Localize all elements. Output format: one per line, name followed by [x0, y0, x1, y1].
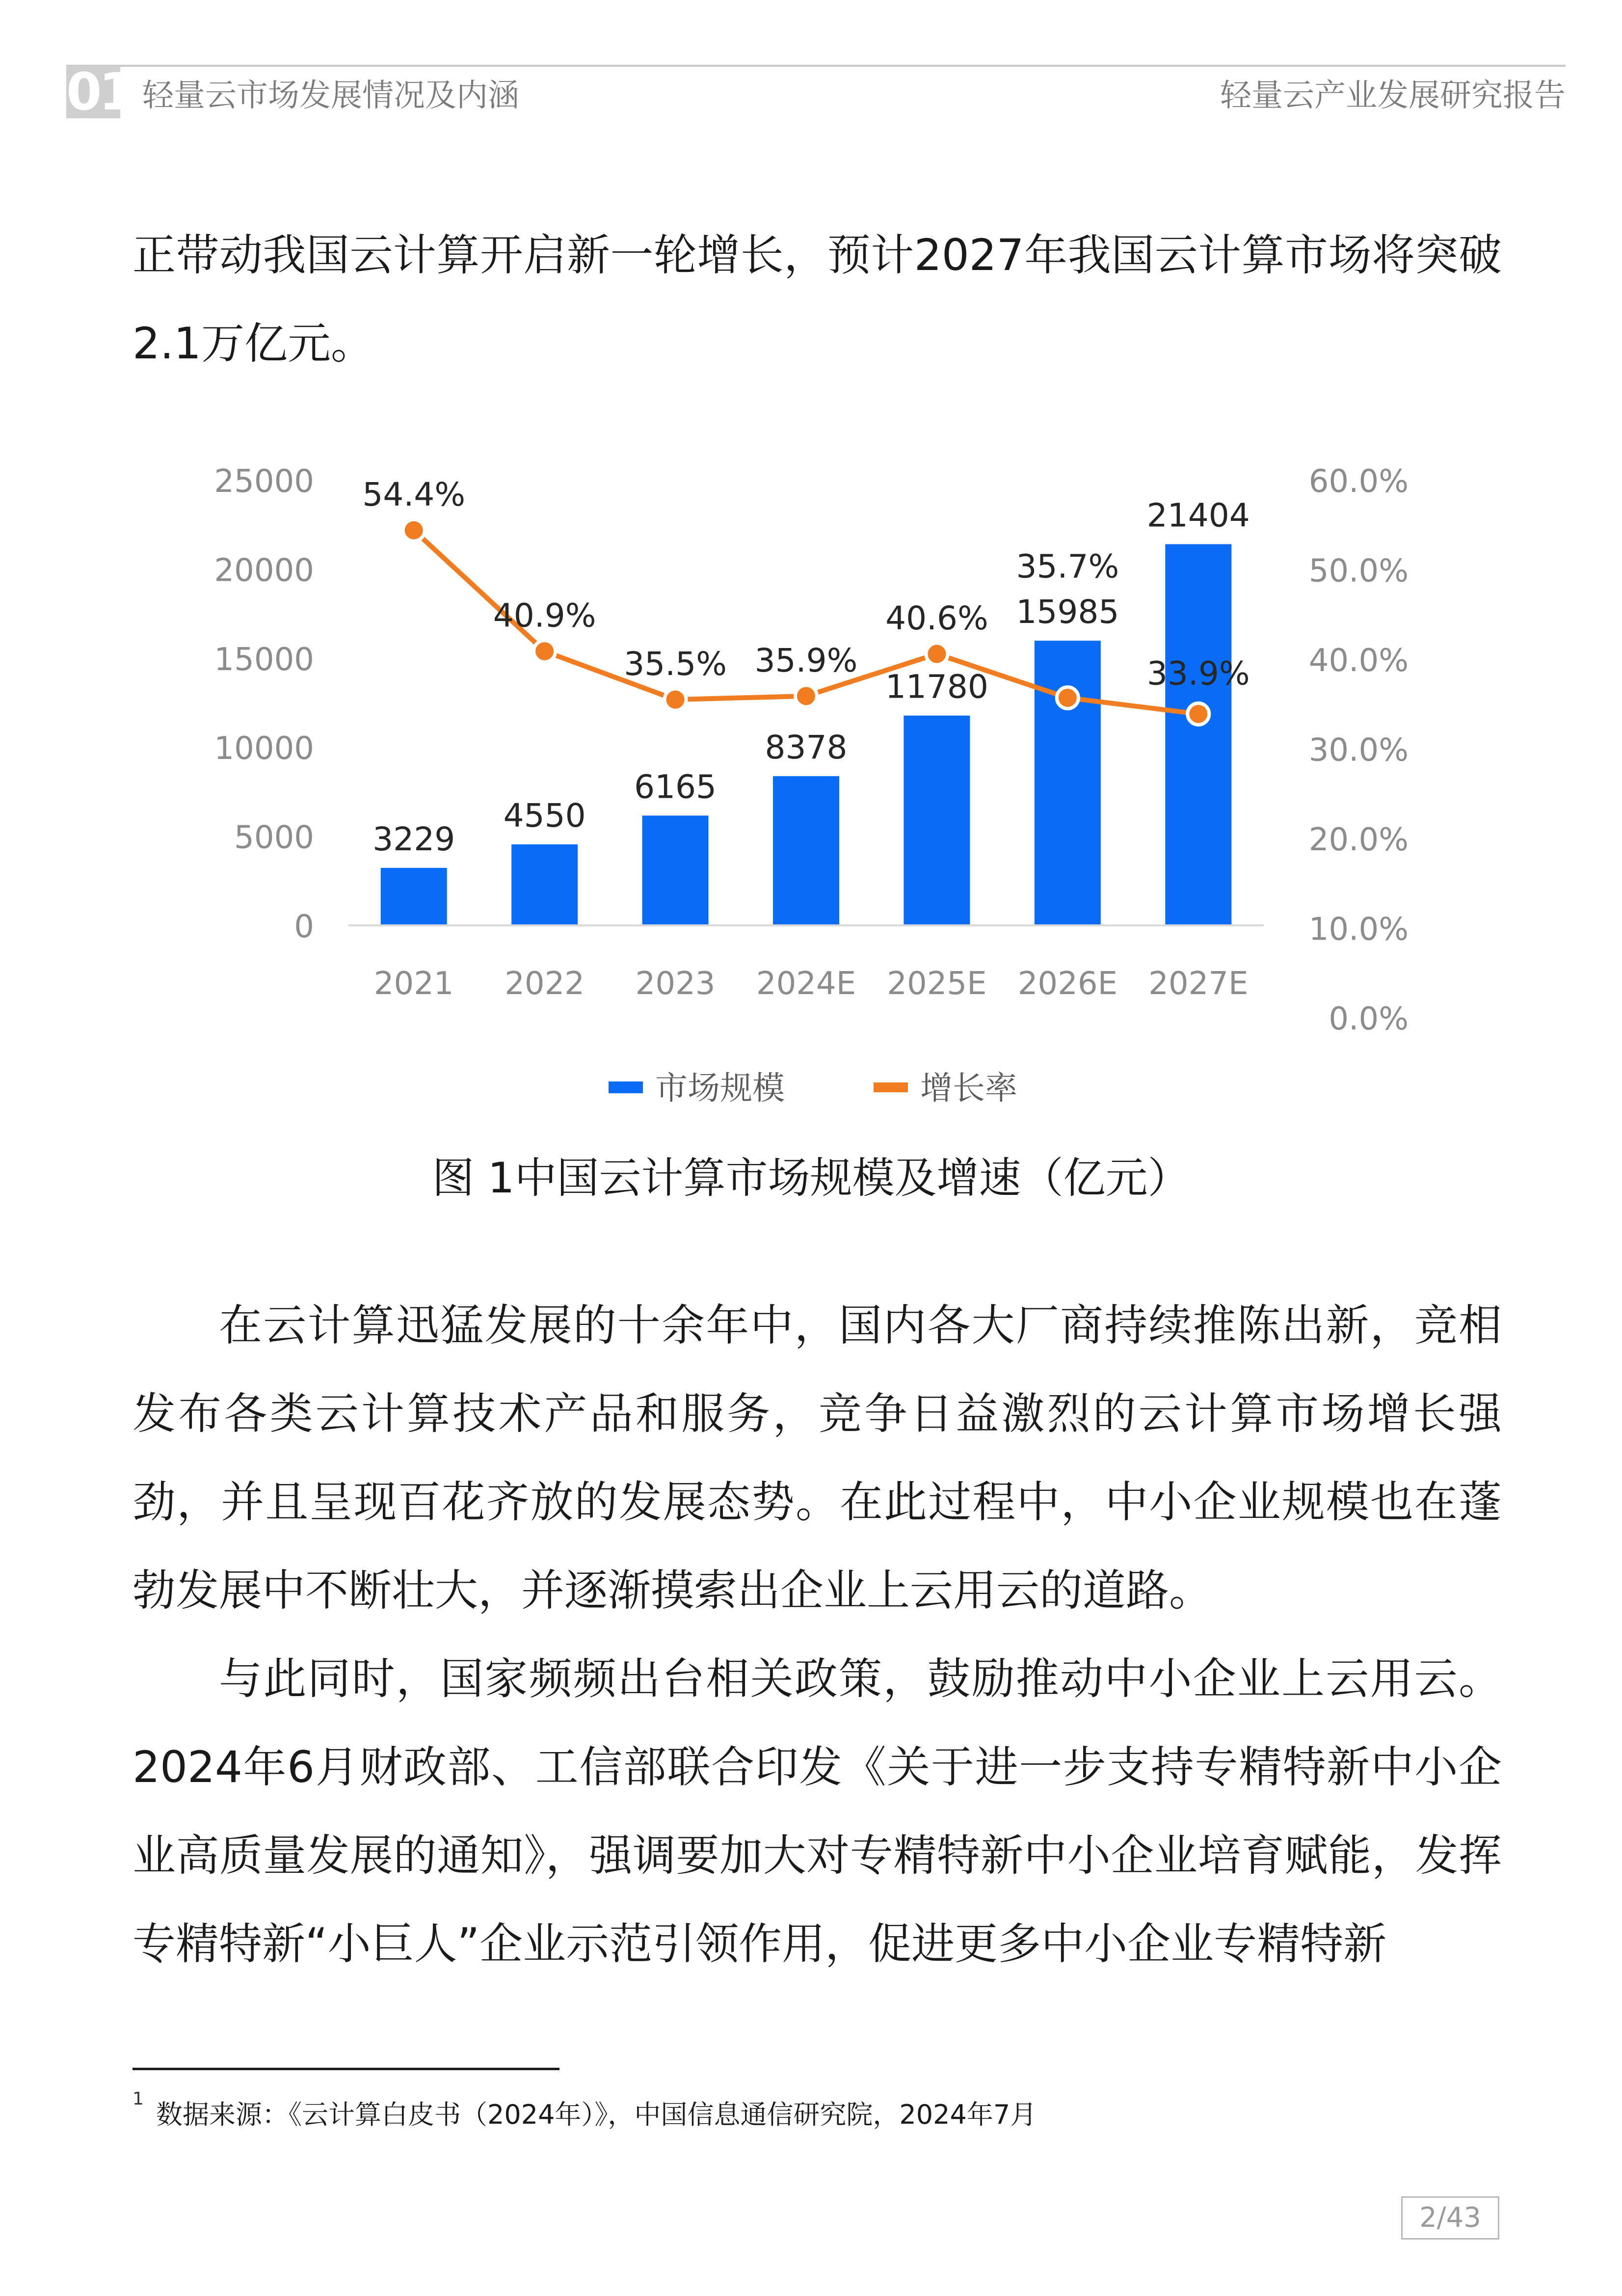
bar-data-label: 3229	[372, 820, 455, 858]
bar-2024E	[773, 776, 839, 925]
report-title: 轻量云产业发展研究报告	[1220, 78, 1566, 114]
y-right-tick-label: 60.0%	[1308, 463, 1409, 500]
section-number-badge: 01	[66, 62, 132, 122]
figure-caption: 图 1中国云计算市场规模及增速（亿元）	[432, 1154, 1190, 1203]
x-tick-label: 2021	[373, 966, 454, 1002]
bar-2026E	[1035, 641, 1101, 925]
bar-data-label: 8378	[765, 729, 848, 767]
legend-swatch-bar	[609, 1081, 643, 1093]
bar-2021	[381, 868, 447, 925]
growth-data-label: 40.9%	[493, 596, 596, 635]
bar-data-label: 11780	[885, 668, 988, 706]
y-left-tick-label: 10000	[214, 730, 314, 767]
y-right-tick-label: 0.0%	[1329, 1001, 1409, 1037]
bar-2023	[642, 815, 709, 925]
x-tick-label: 2022	[505, 966, 585, 1002]
y-left-tick-label: 20000	[214, 552, 314, 589]
footnote-mark: 1	[133, 2089, 144, 2109]
growth-data-label: 33.9%	[1146, 654, 1250, 693]
market-size-chart	[186, 432, 1462, 1124]
growth-point-2022	[534, 641, 556, 662]
bar-data-label: 6165	[634, 768, 717, 806]
growth-data-label: 35.9%	[754, 641, 858, 679]
growth-point-2024E	[796, 685, 817, 707]
y-right-tick-label: 20.0%	[1308, 822, 1409, 858]
bar-data-label: 21404	[1146, 496, 1250, 535]
growth-point-2021	[403, 519, 425, 541]
y-left-tick-label: 0	[294, 909, 314, 945]
growth-point-2026E	[1057, 687, 1078, 708]
x-tick-label: 2026E	[1017, 966, 1118, 1002]
y-left-tick-label: 25000	[214, 463, 314, 500]
legend-swatch-line	[874, 1082, 908, 1092]
y-left-tick-label: 5000	[234, 819, 314, 856]
growth-data-label: 35.7%	[1016, 547, 1119, 586]
body-paragraph-2: 在云计算迅猛发展的十余年中，国内各大厂商持续推陈出新，竞相发布各类云计算技术产品和服务，竞争日益激烈的云计算市场增长强劲，并且呈现百花齐放的发展态势。在此过程中，中小企业规模也在蓬勃发展中不断壮大，并逐渐摸索出企业上云用云的道路。	[133, 1300, 1502, 1616]
growth-point-2027E	[1188, 703, 1209, 725]
y-right-tick-label: 30.0%	[1308, 732, 1409, 769]
y-left-tick-label: 15000	[214, 641, 314, 678]
y-right-tick-label: 50.0%	[1308, 553, 1409, 590]
footnote-rule	[133, 2068, 559, 2070]
footnote-text: 数据来源：《云计算白皮书（2024年）》，中国信息通信研究院，2024年7月	[156, 2099, 1037, 2130]
growth-data-label: 54.4%	[362, 476, 466, 514]
legend-label-line: 增长率	[920, 1069, 1017, 1107]
body-paragraph-1: 正带动我国云计算开启新一轮增长，预计2027年我国云计算市场将突破2.1万亿元。	[133, 230, 1502, 369]
bar-data-label: 4550	[503, 796, 586, 835]
x-tick-label: 2023	[635, 966, 716, 1002]
page-number: 2/43	[1401, 2196, 1499, 2240]
header-rule	[66, 65, 1566, 67]
growth-data-label: 35.5%	[624, 645, 727, 683]
bar-2022	[511, 844, 578, 925]
bar-2025E	[904, 716, 970, 925]
bar-data-label: 15985	[1016, 593, 1119, 631]
growth-point-2023	[665, 689, 686, 710]
bar-2027E	[1165, 544, 1231, 925]
growth-data-label: 40.6%	[885, 599, 988, 638]
legend-label-bar: 市场规模	[655, 1069, 785, 1107]
body-paragraph-3: 与此同时，国家频频出台相关政策，鼓励推动中小企业上云用云。2024年6月财政部、工信部联合印发《关于进一步支持专精特新中小企业高质量发展的通知》，强调要加大对专精特新中小企业培育赋能，发挥专精特新“小巨人”企业示范引领作用，促进更多中小企业专精特新	[133, 1653, 1502, 1969]
x-tick-label: 2027E	[1148, 966, 1249, 1002]
growth-point-2025E	[926, 643, 948, 665]
y-right-tick-label: 40.0%	[1308, 643, 1409, 679]
x-tick-label: 2024E	[756, 966, 856, 1002]
y-right-tick-label: 10.0%	[1308, 911, 1409, 948]
x-tick-label: 2025E	[887, 966, 987, 1002]
section-title: 轻量云市场发展情况及内涵	[142, 78, 519, 114]
